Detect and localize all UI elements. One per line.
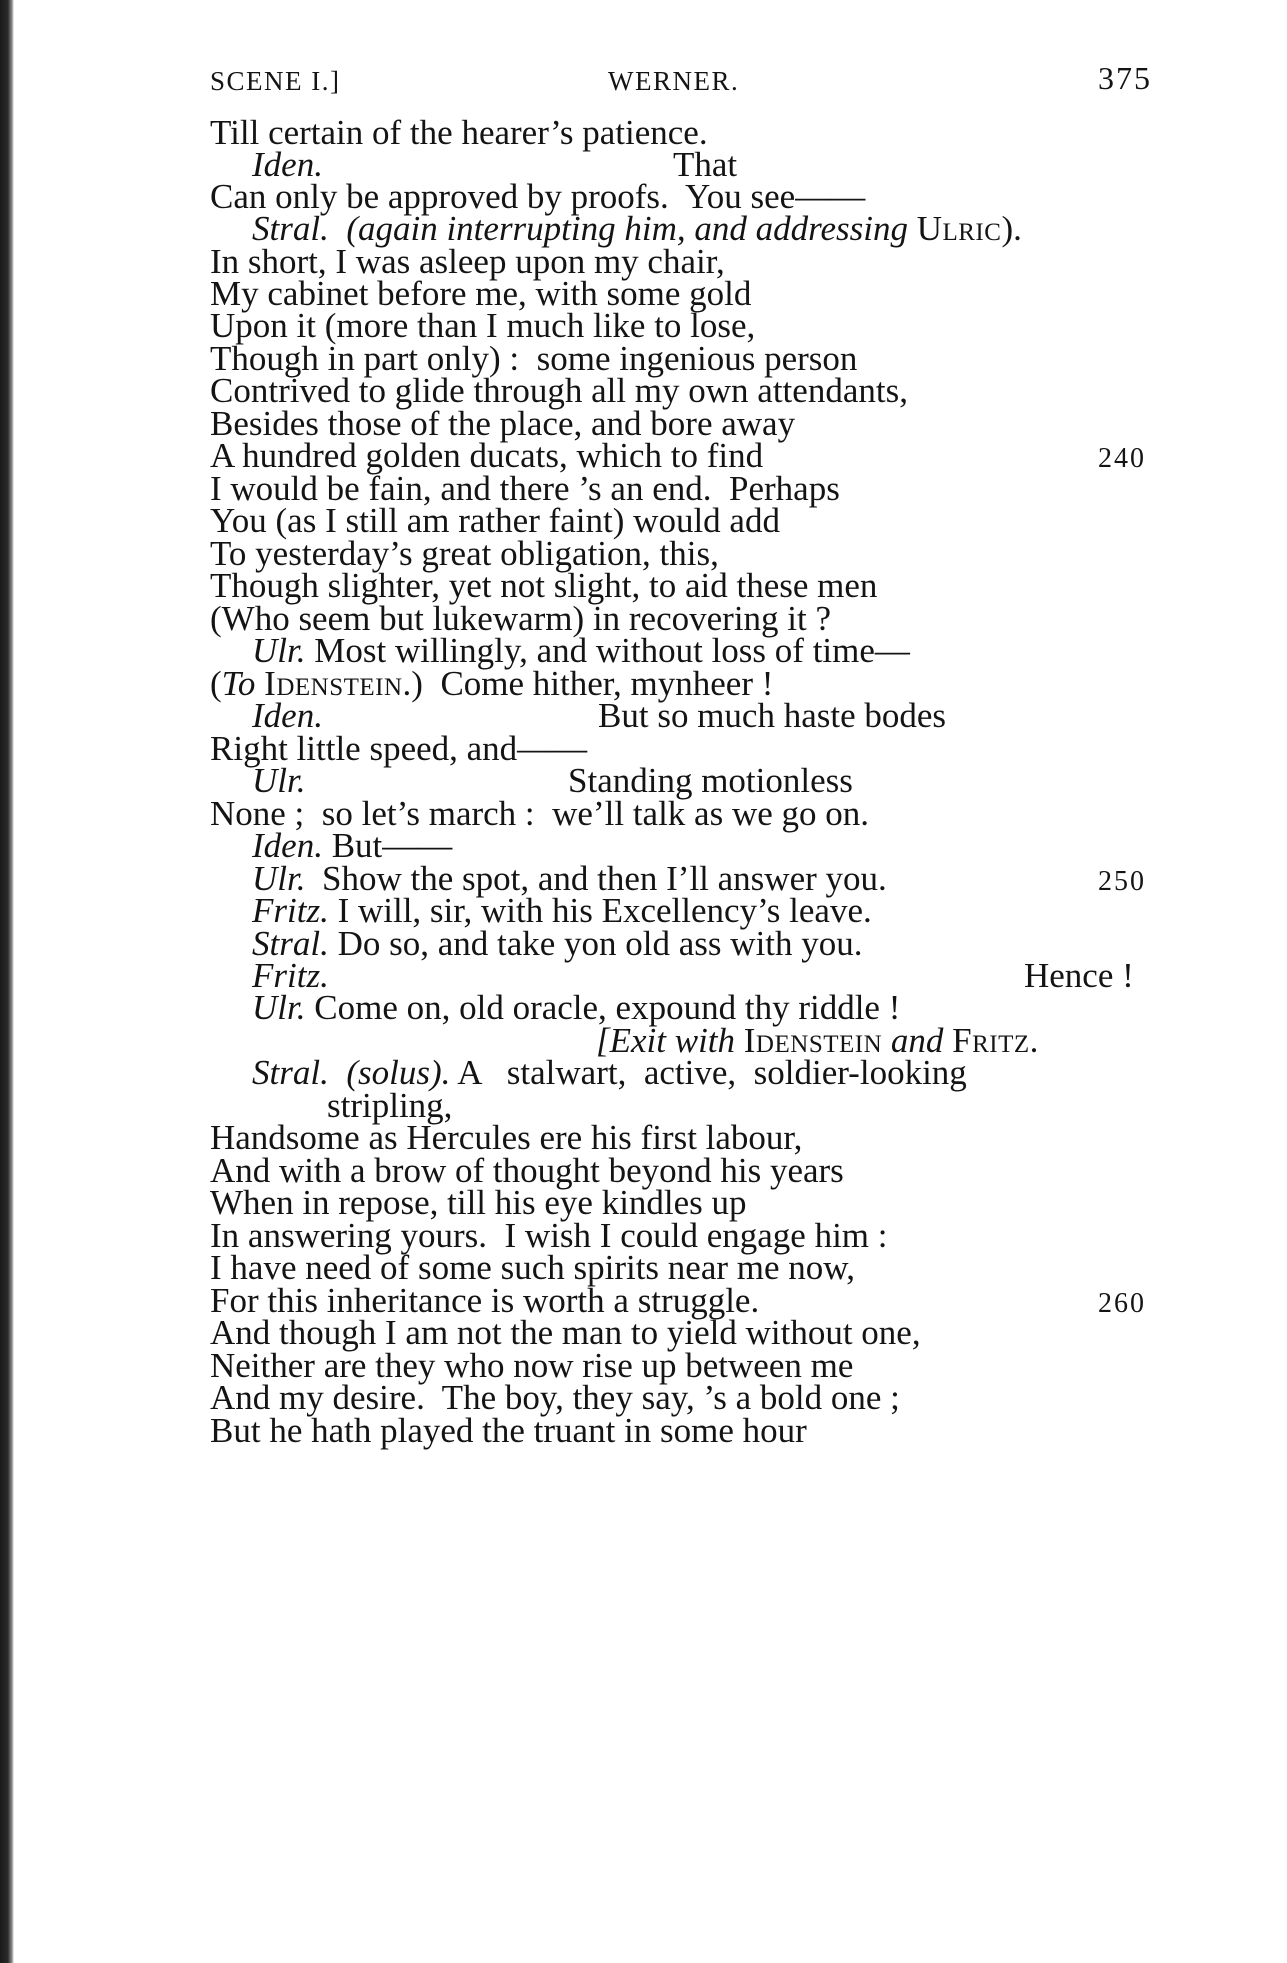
verse-line: In short, I was asleep upon my chair, [210, 242, 725, 281]
line-number: 240 [1098, 443, 1146, 474]
verse-line: I would be fain, and there ’s an end. Perhaps [210, 469, 840, 508]
verse-line: (Who seem but lukewarm) in recovering it ? [210, 599, 832, 638]
speaker-name: Iden. [252, 145, 323, 184]
line-number: 260 [1098, 1288, 1146, 1319]
verse-line: None ; so let’s march : we’ll talk as we go on. [210, 794, 870, 833]
speaker-name: Fritz. [252, 891, 329, 930]
verse-line: Besides those of the place, and bore away [210, 404, 796, 443]
page-number: 375 [1098, 60, 1152, 96]
speaker-name: Fritz. [252, 956, 329, 995]
speaker-name: Ulr. [252, 859, 306, 898]
stage-direction: To [221, 664, 256, 703]
verse-line: A hundred golden ducats, which to find [210, 436, 764, 475]
speaker-name: Ulr. [252, 631, 306, 670]
stage-direction: (again interrupting him, and addressing [346, 209, 908, 248]
verse-line: Right little speed, and—— [210, 729, 588, 768]
line-number: 250 [1098, 866, 1146, 897]
verse-text: Show the spot, and then I’ll answer you. [322, 859, 887, 898]
verse-line: In answering yours. I wish I could engage him : [210, 1216, 888, 1255]
character-name: Idenstein [743, 1021, 883, 1060]
running-header-scene: SCENE I.] [210, 66, 341, 96]
speaker-name: Ulr. [252, 761, 306, 800]
character-name: Ulric [916, 209, 1002, 248]
running-header-title: WERNER. [608, 66, 740, 96]
verse-line: I have need of some such spirits near me now, [210, 1248, 856, 1287]
speaker-name: Iden. [252, 696, 323, 735]
punctuation: ). [1001, 209, 1022, 248]
verse-line: Till certain of the hearer’s patience. [210, 113, 708, 152]
verse-line: Though slighter, yet not slight, to aid these men [210, 566, 878, 605]
verse-line: You (as I still am rather faint) would add [210, 501, 780, 540]
verse-text: .) Come hither, mynheer ! [402, 664, 774, 703]
verse-line: Neither are they who now rise up between me [210, 1346, 854, 1385]
character-name: Fritz. [952, 1021, 1039, 1060]
verse-line: When in repose, till his eye kindles up [210, 1183, 747, 1222]
verse-text: I will, sir, with his Excellency’s leave. [337, 891, 872, 930]
verse-text: A stalwart, active, soldier-looking [457, 1053, 967, 1092]
verse-line: And my desire. The boy, they say, ’s a bold one ; [210, 1378, 900, 1417]
stage-direction: and [890, 1021, 944, 1060]
verse-text: Standing motionless [568, 761, 853, 800]
verse-line: And with a brow of thought beyond his years [210, 1151, 844, 1190]
verse-line: But he hath played the truant in some hour [210, 1411, 807, 1450]
verse-line: To yesterday’s great obligation, this, [210, 534, 719, 573]
stage-direction: [Exit with [596, 1021, 736, 1060]
verse-text: That [673, 145, 738, 184]
verse-text: Do so, and take yon old ass with you. [337, 924, 863, 963]
verse-text: But so much haste bodes [598, 696, 947, 735]
character-name: Idenstein [264, 664, 403, 703]
speaker-name: Stral. [252, 924, 329, 963]
verse-line: Contrived to glide through all my own attendants, [210, 371, 908, 410]
speaker-name: Iden. [252, 826, 323, 865]
stage-direction: (solus). [346, 1053, 451, 1092]
speaker-name: Stral. [252, 209, 329, 248]
verse-line: Upon it (more than I much like to lose, [210, 306, 756, 345]
speaker-name: Stral. [252, 1053, 329, 1092]
verse-text: Most willingly, and without loss of time— [314, 631, 910, 670]
verse-line: My cabinet before me, with some gold [210, 274, 752, 313]
verse-line: Can only be approved by proofs. You see—— [210, 177, 866, 216]
verse-line: And though I am not the man to yield without one, [210, 1313, 921, 1352]
verse-line [252, 924, 863, 964]
verse-line: For this inheritance is worth a struggle. [210, 1281, 760, 1320]
verse-text: But—— [331, 826, 453, 865]
verse-line: Handsome as Hercules ere his first labour, [210, 1118, 803, 1157]
verse-line: (To Idenstein.) Come hither, mynheer ! [210, 664, 774, 703]
verse-line: Though in part only) : some ingenious person [210, 339, 858, 378]
speaker-name: Ulr. [252, 988, 306, 1027]
verse-text: Hence ! [1024, 956, 1134, 995]
verse-text: Come on, old oracle, expound thy riddle ! [314, 988, 901, 1027]
verse-line: stripling, [327, 1086, 453, 1125]
